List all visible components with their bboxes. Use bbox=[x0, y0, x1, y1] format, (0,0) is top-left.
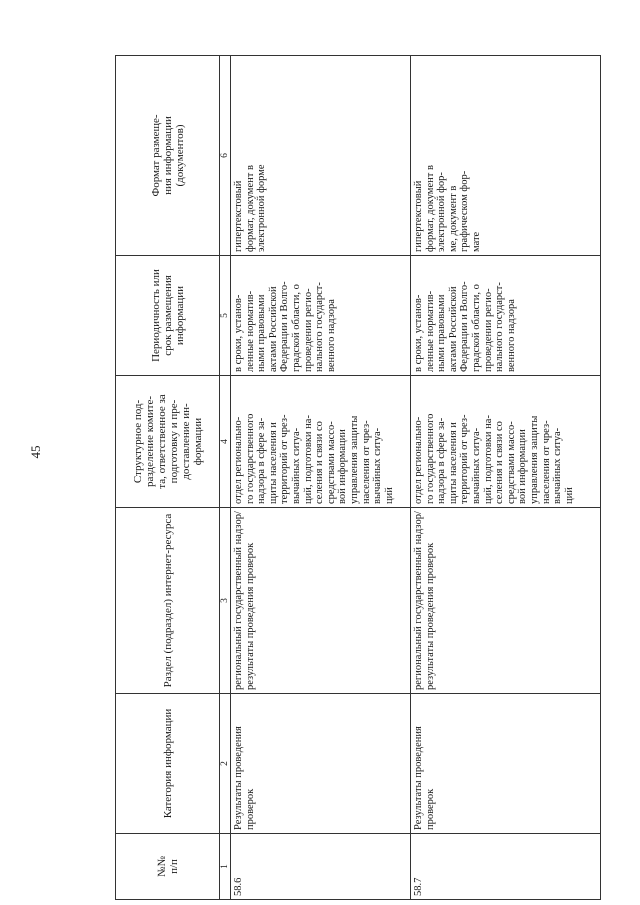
cell-format: гипертекстовый формат, документ в электронной форме bbox=[231, 56, 411, 256]
cell-section: региональный государственный надзор/ результаты проведения проверок bbox=[231, 508, 411, 694]
cell-department: отдел регионально- го государственного надзора в сфере за- щиты населения и территорий от чрез- вычайных ситуа- ций, подготовки на- селения и связи со средствами массо- вой информации управления защиты населения от чрез- вычайных ситуа- ций bbox=[231, 376, 411, 508]
cell-period: в сроки, установ- ленные норматив- ными правовыми актами Российской Федерации и Волго- градской области, о проведении регио- нального государст- венного надзора bbox=[231, 256, 411, 376]
column-number: 1 bbox=[220, 834, 231, 900]
header-department: Структурное под- разделение комите- та, ответственное за подготовку и пре- доставление ин- формации bbox=[116, 376, 220, 508]
cell-category: Результаты проведения проверок bbox=[231, 694, 411, 834]
column-number: 3 bbox=[220, 508, 231, 694]
table-header-row bbox=[116, 56, 220, 900]
cell-section: региональный государственный надзор/ результаты проведения проверок bbox=[411, 508, 601, 694]
header-section: Раздел (подраздел) интернет-ресурса bbox=[116, 508, 220, 694]
column-number: 6 bbox=[220, 56, 231, 256]
header-number: №№ п/п bbox=[116, 834, 220, 900]
column-number: 5 bbox=[220, 256, 231, 376]
column-number: 4 bbox=[220, 376, 231, 508]
cell-number: 58.6 bbox=[231, 834, 411, 900]
cell-number: 58.7 bbox=[411, 834, 601, 900]
table-container bbox=[115, 56, 599, 900]
cell-period: в сроки, установ- ленные норматив- ными правовыми актами Российской Федерации и Волго- градской области, о проведении регио- нального государст- венного надзора bbox=[411, 256, 601, 376]
table-row bbox=[411, 56, 601, 900]
cell-format: гипертекстовый формат, документ в электронной фор- ме, документ в графическом фор- мате bbox=[411, 56, 601, 256]
cell-department: отдел регионально- го государственного надзора в сфере за- щиты населения и территорий от чрез- вычайных ситуа- ций, подготовки на- селения и связи со средствами массо- вой информации управления защиты населения от чрез- вычайных ситуа- ций bbox=[411, 376, 601, 508]
header-format: Формат размеще- ния информации (документов) bbox=[116, 56, 220, 256]
information-table bbox=[115, 55, 601, 900]
column-number: 2 bbox=[220, 694, 231, 834]
header-period: Периодичность или срок размещения информации bbox=[116, 256, 220, 376]
header-category: Категория информации bbox=[116, 694, 220, 834]
page-number: 45 bbox=[28, 445, 43, 459]
table-row bbox=[231, 56, 411, 900]
column-number-row bbox=[220, 56, 231, 900]
cell-category: Результаты проведения проверок bbox=[411, 694, 601, 834]
